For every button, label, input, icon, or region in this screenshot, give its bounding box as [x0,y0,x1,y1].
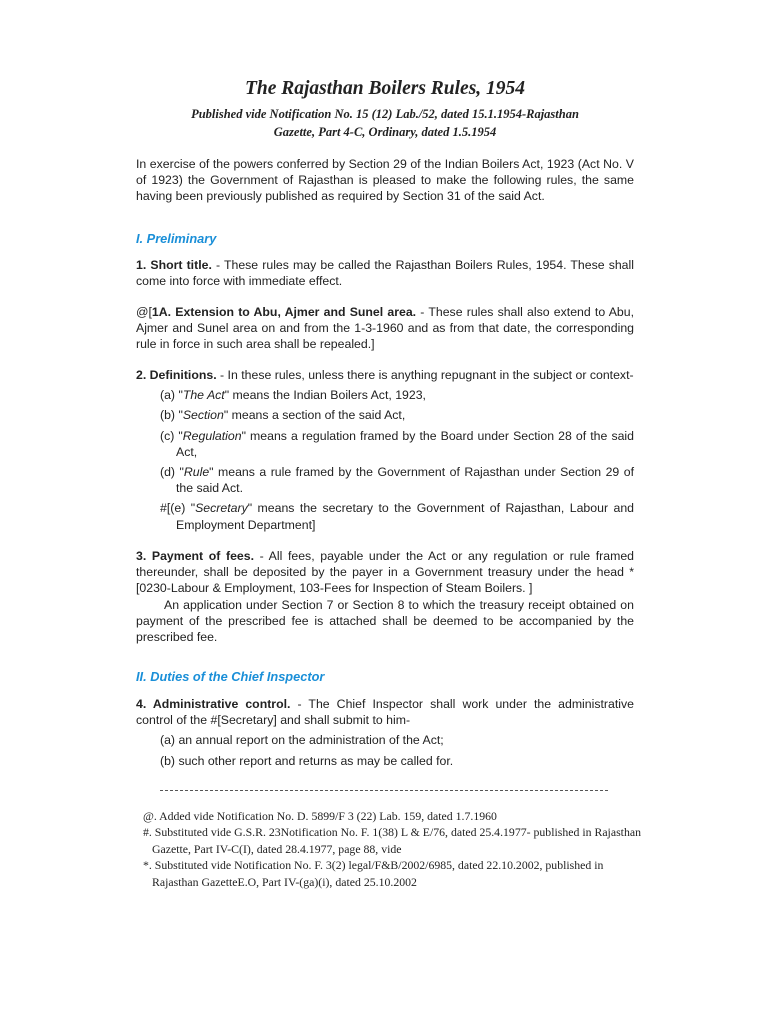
rule-heading: 4. Administrative control. [136,697,291,711]
rule-3-main [136,548,634,597]
rule-heading: 3. Payment of fees. [136,549,255,563]
rule-heading: 2. Definitions. [136,368,217,382]
rule-text: - These rules shall also extend to Abu, Ajmer and Sunel area on and from the 1-3-1960 and as from that date, the corresponding rule in force in such area shall be repealed.] [136,305,634,352]
definition-prefix: #[(e) " [160,501,196,516]
rule-4-main [136,696,634,728]
document-title: The Rajasthan Boilers Rules, 1954 [244,78,526,99]
rule-1a-extension [136,304,634,353]
rule-4-item-b: (b) such other report and returns as may be called for. [160,753,454,768]
definition-text: " means the secretary to the Government of Rajasthan, Labour and Employment Department] [176,501,634,532]
rule-text: - All fees, payable under the Act or any regulation or rule framed thereunder, shall be deposited by the payer in a Government treasury under the head *[0230-Labour & Employment, 103-Fees for Inspection of Steam Boilers. ] [136,549,634,596]
definition-text: " means the Indian Boilers Act, 1923, [224,388,426,403]
footnote-3: *. Substituted vide Notification No. F. 3(2) legal/F&B/2002/6985, dated 22.10.2002, published in Rajasthan GazetteE.O, Part IV-(ga)(i), dated 25.10.2002 [143,858,604,889]
footnote-2: #. Substituted vide G.S.R. 23Notification No. F. 1(38) L & E/76, dated 25.4.1977- published in Rajasthan Gazette, Part IV-C(I), dated 28.4.1977, page 88, vide [143,825,641,856]
definition-term: The Act [182,388,225,403]
preamble-paragraph: In exercise of the powers conferred by Section 29 of the Indian Boilers Act, 1923 (Act No. V of 1923) the Government of Rajasthan is pleased to make the following rules, the same having been previously published as required by Section 31 of the said Act. [136,157,634,204]
definition-a [160,387,634,403]
definition-text: " means a rule framed by the Government of Rajasthan under Section 29 of the said Act. [176,465,635,496]
definition-prefix: (c) " [160,428,183,443]
definition-prefix: (a) " [160,388,183,403]
footnote-1: @. Added vide Notification No. D. 5899/F 3 (22) Lab. 159, dated 1.7.1960 [143,809,497,823]
subtitle-line-1: Published vide Notification No. 15 (12) Lab./52, dated 15.1.1954-Rajasthan [191,107,579,121]
footnote-divider [160,790,608,791]
chapter-heading-duties: II. Duties of the Chief Inspector [136,669,325,684]
rule-prefix: @[ [136,305,152,319]
definition-term: Secretary [195,501,248,516]
definition-term: Regulation [182,428,242,443]
definition-c [160,428,634,460]
definition-e [160,500,634,532]
rule-2-definitions [136,367,634,537]
definition-text: " means a section of the said Act, [223,408,406,423]
definition-d [160,464,634,496]
rule-3-payment-of-fees [136,548,634,645]
definition-term: Section [182,408,224,423]
definition-b [160,407,634,423]
rule-4-item-a: (a) an annual report on the administration of the Act; [160,733,444,748]
definition-text: " means a regulation framed by the Board under Section 28 of the said Act, [176,428,634,459]
rule-4-administrative-control [136,696,634,773]
rule-text: - In these rules, unless there is anything repugnant in the subject or context- [216,368,634,382]
document-subtitle [130,106,640,141]
rule-heading: 1. Short title. [136,258,212,272]
footnotes [143,808,643,890]
rule-2-intro [136,367,634,383]
rule-text: - The Chief Inspector shall work under the administrative control of the #[Secretary] and shall submit to him- [136,697,634,728]
definition-prefix: (d) " [160,465,184,480]
definition-term: Rule [183,465,210,480]
rule-3-paragraph-2: An application under Section 7 or Section 8 to which the treasury receipt obtained on payment of the prescribed fee is attached shall be deemed to be accompanied by the prescribed fee. [136,597,634,645]
definition-prefix: (b) " [160,408,183,423]
rule-1-short-title [136,257,634,289]
subtitle-line-2: Gazette, Part 4-C, Ordinary, dated 1.5.1954 [273,124,497,139]
rule-heading: 1A. Extension to Abu, Ajmer and Sunel area. [151,305,417,319]
rule-text: - These rules may be called the Rajasthan Boilers Rules, 1954. These shall come into force with immediate effect. [136,258,634,289]
chapter-heading-preliminary: I. Preliminary [136,231,217,246]
